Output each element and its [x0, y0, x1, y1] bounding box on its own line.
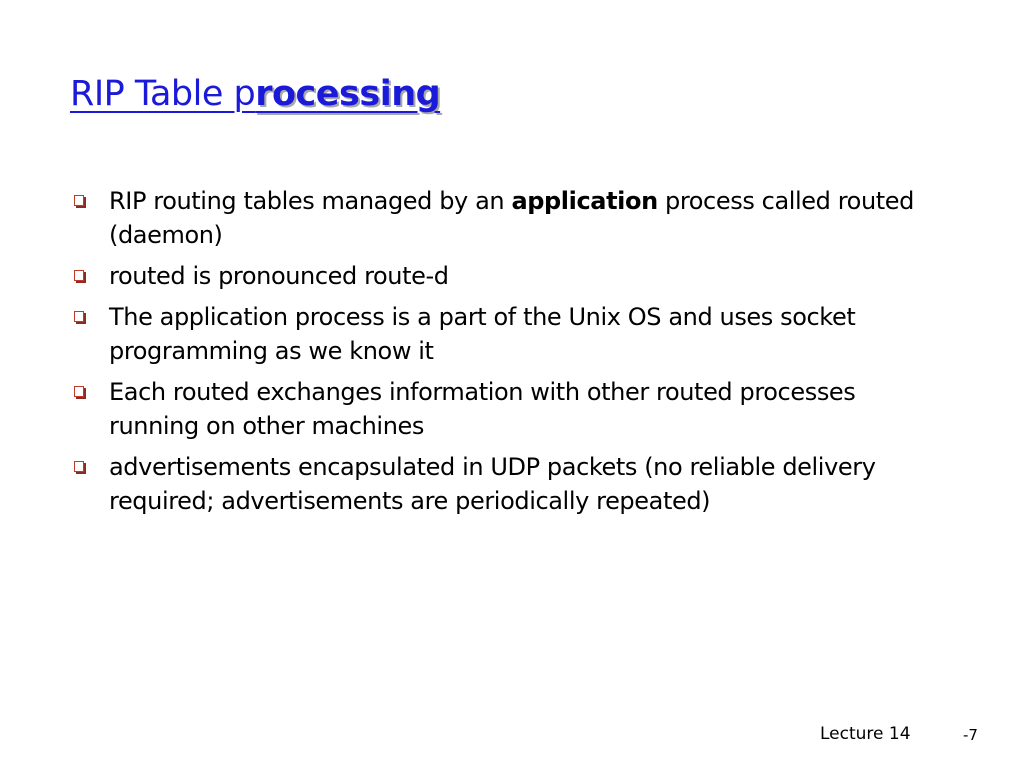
bullet-item: [72, 184, 952, 252]
bullet-text: advertisements encapsulated in UDP packets (no reliable delivery required; advertisements are periodically repeated): [109, 453, 876, 515]
title-plain-text: RIP Table p: [70, 74, 256, 114]
footer-page-number: -7: [963, 726, 978, 744]
hollow-square-bullet-icon: [74, 195, 84, 206]
bullet-text: routed is pronounced route-d: [109, 262, 449, 290]
bullet-item: [72, 259, 952, 293]
bullet-item: [72, 300, 952, 368]
bullet-list: [72, 184, 952, 525]
footer-lecture-label: Lecture 14: [820, 724, 911, 744]
bullet-text: The application process is a part of the Unix OS and uses socket programming as we know it: [109, 303, 856, 365]
bullet-item: [72, 450, 952, 518]
hollow-square-bullet-icon: [74, 461, 84, 472]
title-emphasized-text: rocessing: [255, 74, 441, 114]
bullet-item: [72, 375, 952, 443]
slide-title: [70, 74, 440, 114]
hollow-square-bullet-icon: [74, 311, 84, 322]
bullet-text-after: process called routed (daemon): [109, 187, 914, 249]
bullet-text-before: RIP routing tables managed by an: [109, 187, 512, 215]
bullet-bold-term: application: [511, 187, 658, 215]
hollow-square-bullet-icon: [74, 270, 84, 281]
hollow-square-bullet-icon: [74, 386, 84, 397]
bullet-text: Each routed exchanges information with other routed processes running on other machines: [109, 378, 856, 440]
